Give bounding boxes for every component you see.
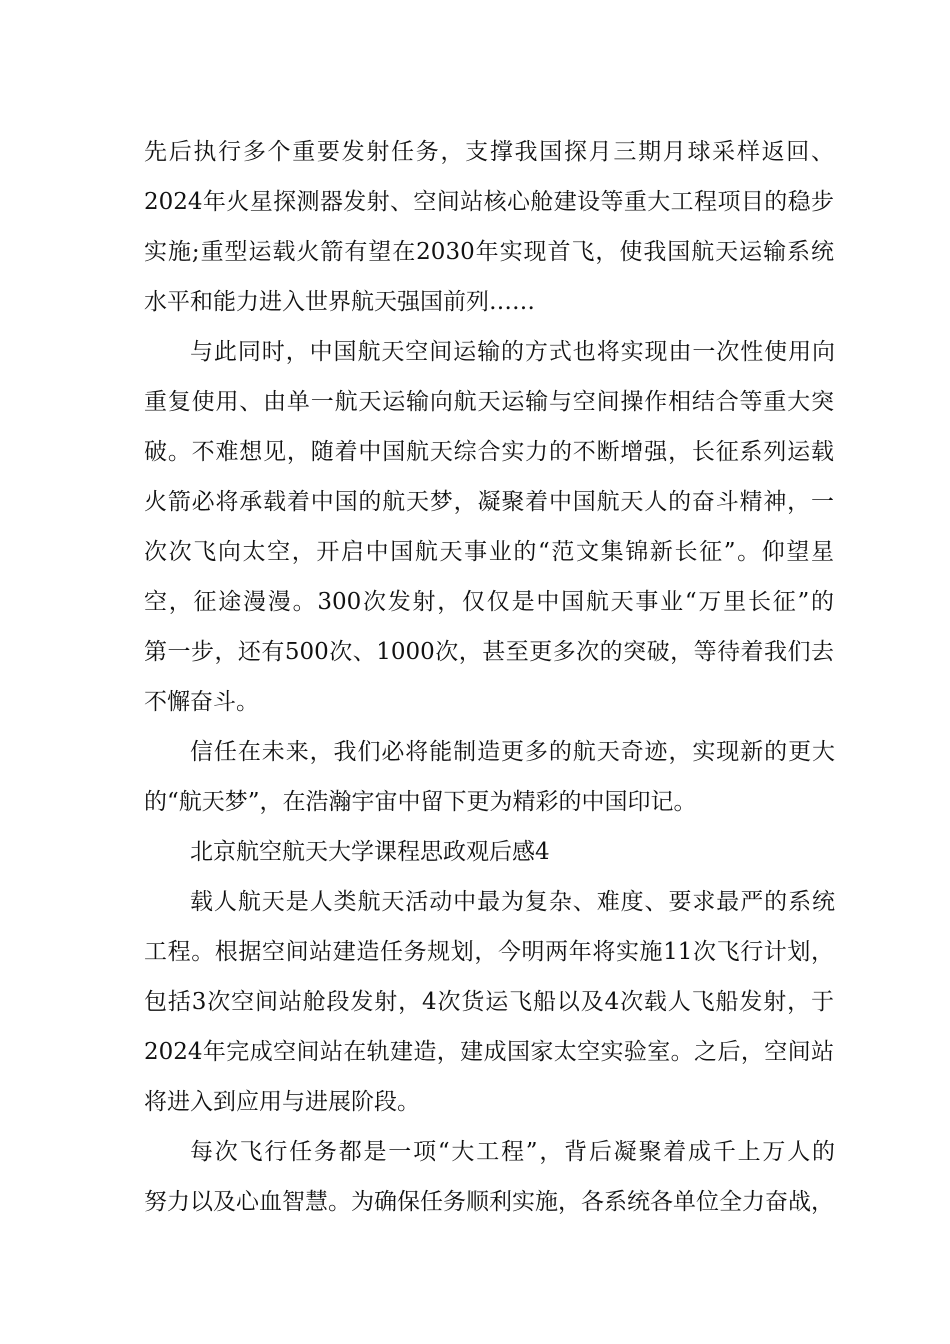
- text-line: 重复使用、由单一航天运输向航天运输与空间操作相结合等重大突: [144, 389, 834, 415]
- text-line: 先后执行多个重要发射任务，支撑我国探月三期月球采样返回、: [144, 139, 834, 165]
- text-line: 每次飞行任务都是一项“大工程”，背后凝聚着成千上万人的: [190, 1139, 835, 1165]
- section-heading: 北京航空航天大学课程思政观后感4: [190, 839, 550, 865]
- text-line: 将进入到应用与进展阶段。: [144, 1089, 420, 1115]
- text-line: 实施;重型运载火箭有望在2030年实现首飞，使我国航天运输系统: [144, 239, 834, 265]
- text-line: 努力以及心血智慧。为确保任务顺利实施，各系统各单位全力奋战，: [144, 1189, 834, 1215]
- text-line: 火箭必将承载着中国的航天梦，凝聚着中国航天人的奋斗精神，一: [144, 489, 834, 515]
- text-line: 不懈奋斗。: [144, 689, 259, 715]
- text-line: 信任在未来，我们必将能制造更多的航天奇迹，实现新的更大: [190, 739, 835, 765]
- text-line: 的“航天梦”，在浩瀚宇宙中留下更为精彩的中国印记。: [144, 789, 697, 815]
- text-line: 2024年火星探测器发射、空间站核心舱建设等重大工程项目的稳步: [144, 189, 834, 215]
- text-line: 包括3次空间站舱段发射，4次货运飞船以及4次载人飞船发射，于: [144, 989, 834, 1015]
- text-line: 载人航天是人类航天活动中最为复杂、难度、要求最严的系统: [190, 889, 835, 915]
- text-line: 水平和能力进入世界航天强国前列……: [144, 289, 535, 315]
- text-line: 工程。根据空间站建造任务规划，今明两年将实施11次飞行计划，: [144, 939, 834, 965]
- text-line: 破。不难想见，随着中国航天综合实力的不断增强，长征系列运载: [144, 439, 834, 465]
- text-line: 空，征途漫漫。300次发射，仅仅是中国航天事业“万里长征”的: [144, 589, 834, 615]
- text-line: 次次飞向太空，开启中国航天事业的“范文集锦新长征”。仰望星: [144, 539, 834, 565]
- text-line: 与此同时，中国航天空间运输的方式也将实现由一次性使用向: [190, 339, 835, 365]
- text-line: 第一步，还有500次、1000次，甚至更多次的突破，等待着我们去: [144, 639, 834, 665]
- text-line: 2024年完成空间站在轨建造，建成国家太空实验室。之后，空间站: [144, 1039, 834, 1065]
